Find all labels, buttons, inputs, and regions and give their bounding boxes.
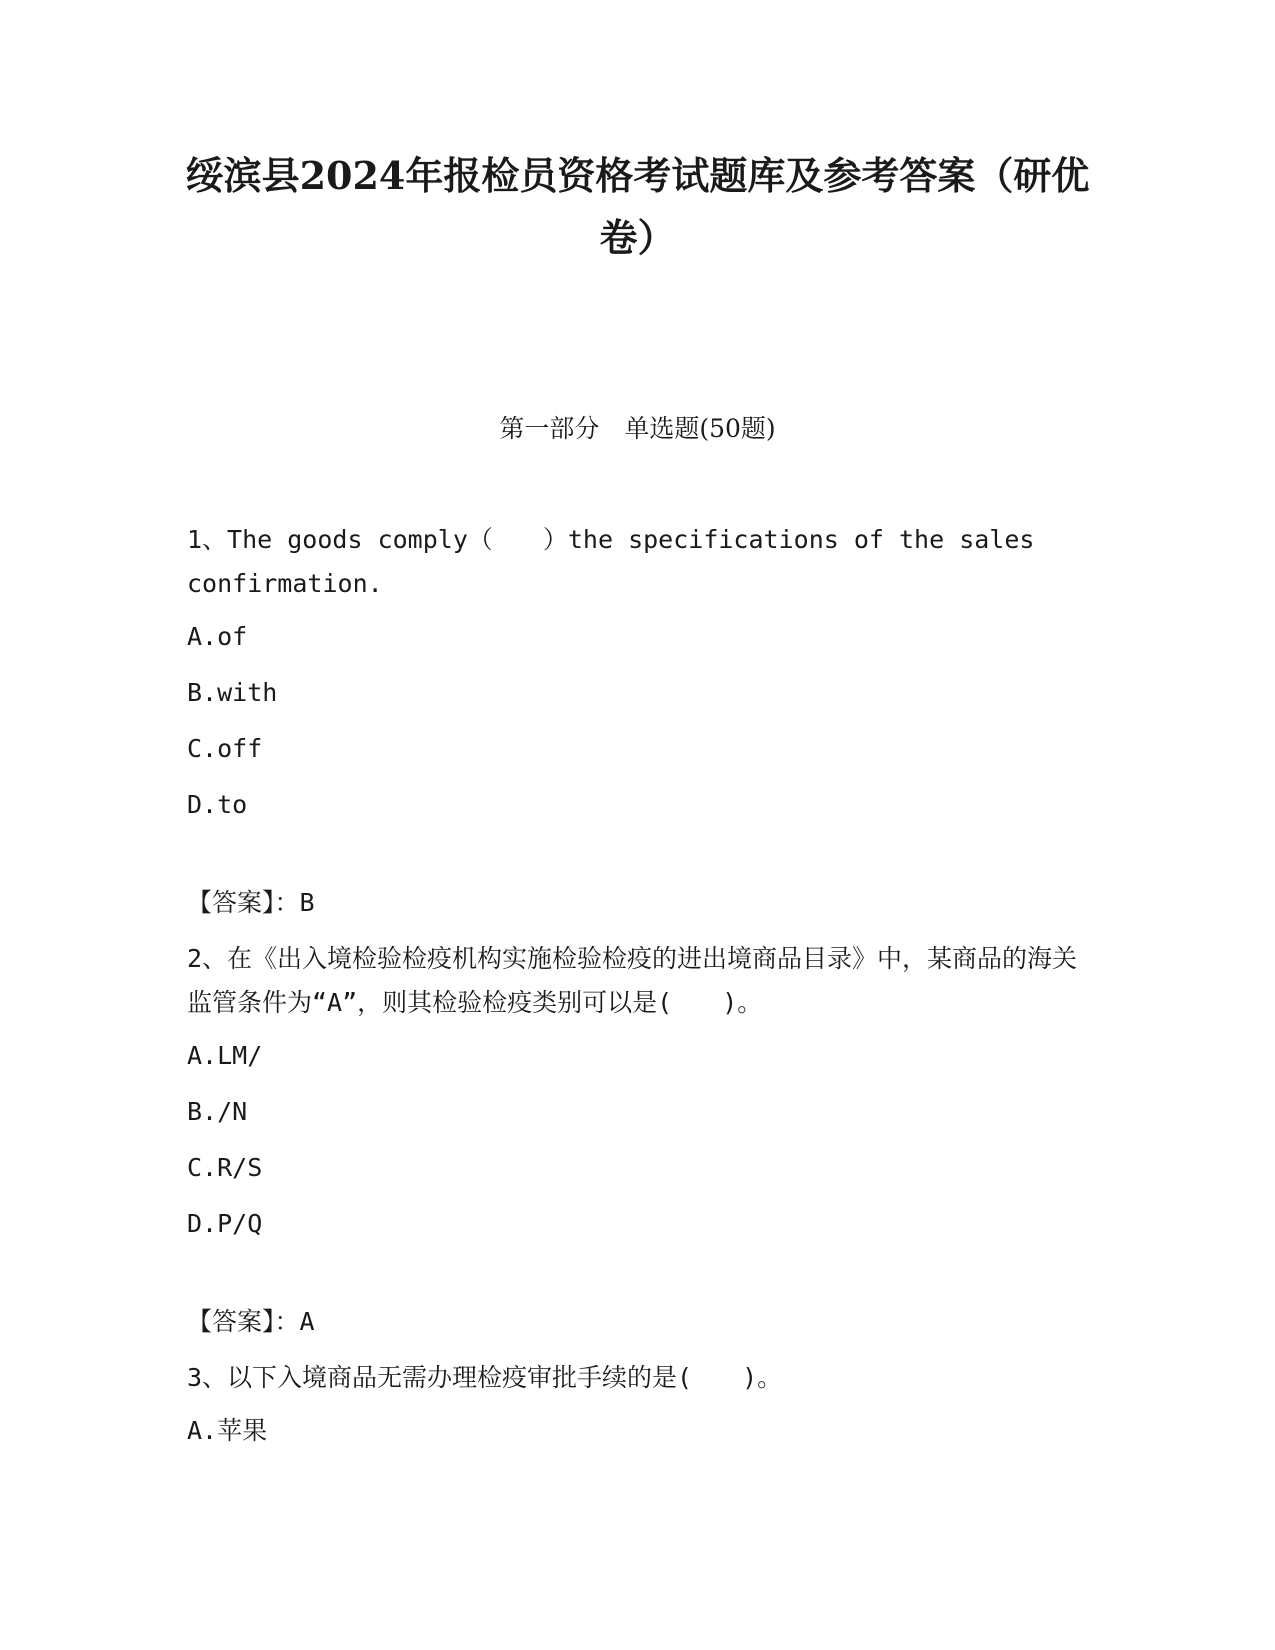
option-a: A.LM/ (187, 1041, 263, 1070)
answer-line (187, 881, 1087, 937)
option-d: D.P/Q (187, 1209, 263, 1238)
question-text: 3、以下入境商品无需办理检疫审批手续的是( )。 (187, 1363, 783, 1392)
question-1 (187, 518, 1087, 937)
option-b: B.with (187, 678, 278, 707)
answer-label: 【答案】： (187, 888, 300, 917)
option-c: C.off (187, 734, 263, 763)
question-list (187, 518, 1087, 1465)
answer-label: 【答案】： (187, 1307, 300, 1336)
question-3 (187, 1356, 1087, 1465)
option-c: C.R/S (187, 1153, 263, 1182)
answer-line (187, 1300, 1087, 1356)
section-heading: 第一部分 单选题(50题) (499, 414, 776, 443)
answer-value: A (299, 1307, 315, 1336)
question-text: 2、在《出入境检验检疫机构实施检验检疫的进出境商品目录》中，某商品的海关监管条件为“A”，则其检验检疫类别可以是( )。 (187, 944, 1078, 1017)
document-title: 绥滨县2024年报检员资格考试题库及参考答案（研优卷） (185, 153, 1090, 260)
question-text: 1、The goods comply（ ）the specifications of the sales confirmation. (187, 525, 1035, 598)
option-d: D.to (187, 790, 248, 819)
question-2 (187, 937, 1087, 1356)
option-b: B./N (187, 1097, 248, 1126)
option-a: A.苹果 (187, 1416, 268, 1445)
answer-value: B (299, 888, 315, 917)
option-a: A.of (187, 622, 248, 651)
